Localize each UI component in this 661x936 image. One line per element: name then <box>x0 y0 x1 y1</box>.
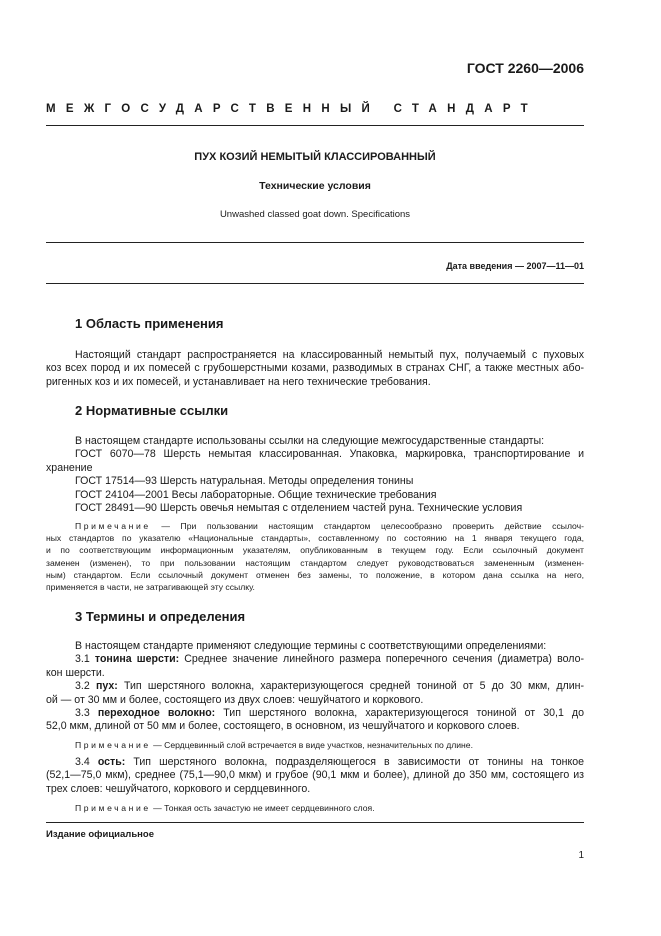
text-line: коз всех пород и их помесей с грубошерстными козами, разводимых в странах СНГ, а также местных або- <box>46 362 584 375</box>
note-text: — При пользовании настоящим стандартом целесообразно проверить действие ссылоч- <box>150 521 584 531</box>
section-2-heading: 2 Нормативные ссылки <box>75 403 229 418</box>
term-name: пух: <box>95 680 118 693</box>
section-1-heading: 1 Область применения <box>75 316 224 331</box>
reference-item: ГОСТ 24104—2001 Весы лабораторные. Общие технические требования <box>75 488 437 501</box>
interstate-standard-label: МЕЖГОСУДАРСТВЕННЫЙ СТАНДАРТ <box>46 103 538 115</box>
reference-item: ГОСТ 6070—78 Шерсть немытая классированная. Упаковка, маркировка, транспортирование и <box>75 448 584 461</box>
term-3-2: 3.2 пух: Тип шерстяного волокна, характеризующегося средней тониной от 5 до 30 мкм, длин- <box>75 680 585 693</box>
reference-item: ГОСТ 17514—93 Шерсть натуральная. Методы определения тонины <box>75 475 414 488</box>
note-label: Примечание <box>75 521 151 531</box>
note-text: — Тонкая ость зачастую не имеет сердцевинного слоя. <box>150 803 375 813</box>
text-line: В настоящем стандарте применяют следующие термины с соответствующими определениями: <box>75 640 547 652</box>
note-text: ных стандартов по указателю «Национальные стандарты», составленному по состоянию на 1 января текущего года, <box>46 533 584 544</box>
section-3-heading: 3 Термины и определения <box>75 609 246 624</box>
note-text: применяется в части, не затрагивающей эту ссылку. <box>46 582 255 593</box>
title-rule <box>46 242 584 243</box>
term-name: переходное волокно: <box>97 707 216 720</box>
term-3-1-continuation: кон шерсти. <box>46 666 105 679</box>
term-3-1: 3.1 тонина шерсти: Среднее значение линейного размера поперечного сечения (диаметра) воло- <box>75 653 585 666</box>
reference-item: ГОСТ 28491—90 Шерсть овечья немытая с отделением частей руна. Технические условия <box>75 502 523 515</box>
document-title: ПУХ КОЗИЙ НЕМЫТЫЙ КЛАССИРОВАННЫЙ <box>194 151 436 163</box>
note-label: Примечание <box>75 803 151 813</box>
text-line: В настоящем стандарте использованы ссылки на следующие межгосударственные стандарты: <box>75 435 545 447</box>
term-3-3: 3.3 переходное волокно: Тип шерстяного волокна, характеризующегося тониной от 30,1 до <box>75 707 585 720</box>
footer-rule <box>46 822 584 823</box>
document-subtitle: Технические условия <box>259 180 371 192</box>
note-text: — Сердцевинный слой встречается в виде участков, незначительных по длине. <box>150 740 473 750</box>
term-3-4-continuation: (52,1—75,0 мкм), среднее (75,1—90,0 мкм) и грубое (90,1 мкм и более), длиной до 350 мм, состоящего из <box>46 769 584 782</box>
note-label: Примечание <box>75 740 151 750</box>
reference-item-continuation: хранение <box>46 461 93 474</box>
text-line: Настоящий стандарт распространяется на классированный немытый пух, получаемый с пуховых <box>75 349 584 361</box>
section-3-terms <box>46 640 584 734</box>
section-3-note-2 <box>46 802 584 814</box>
note-text: и по соответствующим информационным указателям, опубликованным в текущем году. Если ссылочный документ <box>46 545 584 556</box>
term-3-2-continuation: ой — от 30 мм и более, состоящего из двух слоев: чешуйчатого и коркового. <box>46 693 424 706</box>
term-3-4: 3.4 ость: Тип шерстяного волокна, подразделяющегося в зависимости от тонины на тонкое <box>75 756 585 768</box>
text-line: ригенных коз и их помесей, и устанавливает на него технические требования. <box>46 375 431 388</box>
header-rule <box>46 125 584 126</box>
gost-code: ГОСТ 2260—2006 <box>466 60 584 76</box>
official-edition-label: Издание официальное <box>46 829 154 840</box>
section-2-references <box>46 435 584 515</box>
page-number: 1 <box>578 850 584 861</box>
introduction-date: Дата введения — 2007—11—01 <box>446 261 584 271</box>
section-2-note <box>46 520 584 593</box>
term-3-4-continuation: трех слоев: чешуйчатого, коркового и сердцевинного. <box>46 782 311 795</box>
section-3-note-1 <box>46 739 584 751</box>
note-text: ным) стандартом. Если ссылочный документ отменен без замены, то положение, в котором дана ссылка на него, <box>46 569 584 580</box>
note-text: заменен (изменен), то при пользовании настоящим стандартом следует руководствоваться замененным (изменен- <box>46 557 584 568</box>
term-name: ость: <box>97 756 126 768</box>
date-rule <box>46 283 584 284</box>
term-name: тонина шерсти: <box>94 653 180 666</box>
document-title-english: Unwashed classed goat down. Specifications <box>219 209 411 220</box>
section-3-term-3-4 <box>46 756 584 796</box>
term-3-3-continuation: 52,0 мкм, длиной от 50 мм и более, состоящего, в основном, из чешуйчатого и коркового слоев. <box>46 720 520 733</box>
section-1-paragraph <box>46 349 584 389</box>
